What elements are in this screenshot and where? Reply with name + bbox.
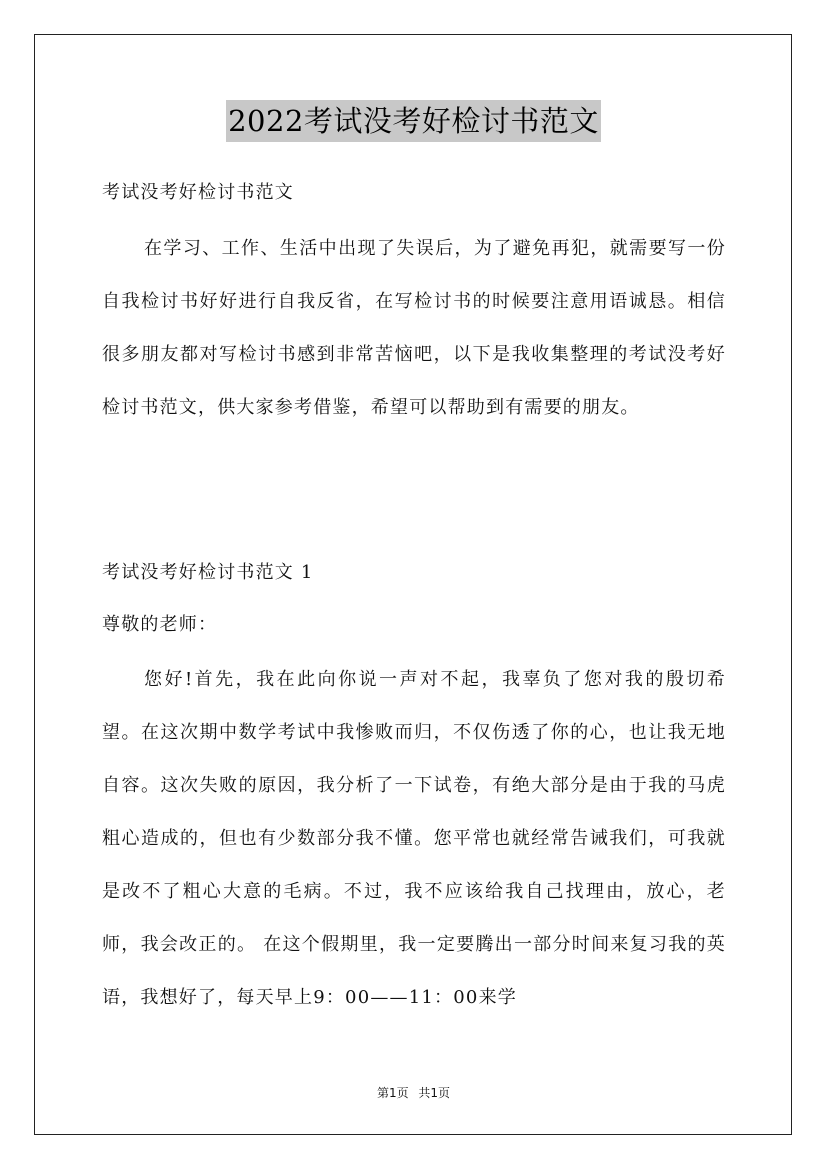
page-number: 第1页 <box>376 1086 409 1100</box>
intro-paragraph: 在学习、工作、生活中出现了失误后，为了避免再犯，就需要写一份自我检讨书好好进行自我反省，在写检讨书的时候要注意用语诚恳。相信很多朋友都对写检讨书感到非常苦恼吧，以下是我收集整理的考试没考好检讨书范文，供大家参考借鉴，希望可以帮助到有需要的朋友。 <box>102 238 726 418</box>
page-footer <box>0 1084 827 1101</box>
document-title: 2022考试没考好检讨书范文 <box>226 100 601 142</box>
letter-body-paragraph: 您好!首先，我在此向你说一声对不起，我辜负了您对我的殷切希望。在这次期中数学考试中我惨败而归，不仅伤透了你的心，也让我无地自容。这次失败的原因，我分析了一下试卷，有绝大部分是由于我的马虎粗心造成的，但也有少数部分我不懂。您平常也就经常告诫我们，可我就是改不了粗心大意的毛病。不过，我不应该给我自己找理由，放心，老师，我会改正的。 在这个假期里，我一定要腾出一部分时间来复习我的英语，我想好了，每天早上9：00——11：00来学 <box>102 669 726 1008</box>
document-subtitle: 考试没考好检讨书范文 <box>102 182 294 203</box>
letter-salutation: 尊敬的老师： <box>102 614 218 635</box>
page-total: 共1页 <box>418 1086 451 1100</box>
title-container <box>0 100 827 142</box>
section-heading: 考试没考好检讨书范文 1 <box>102 562 314 583</box>
